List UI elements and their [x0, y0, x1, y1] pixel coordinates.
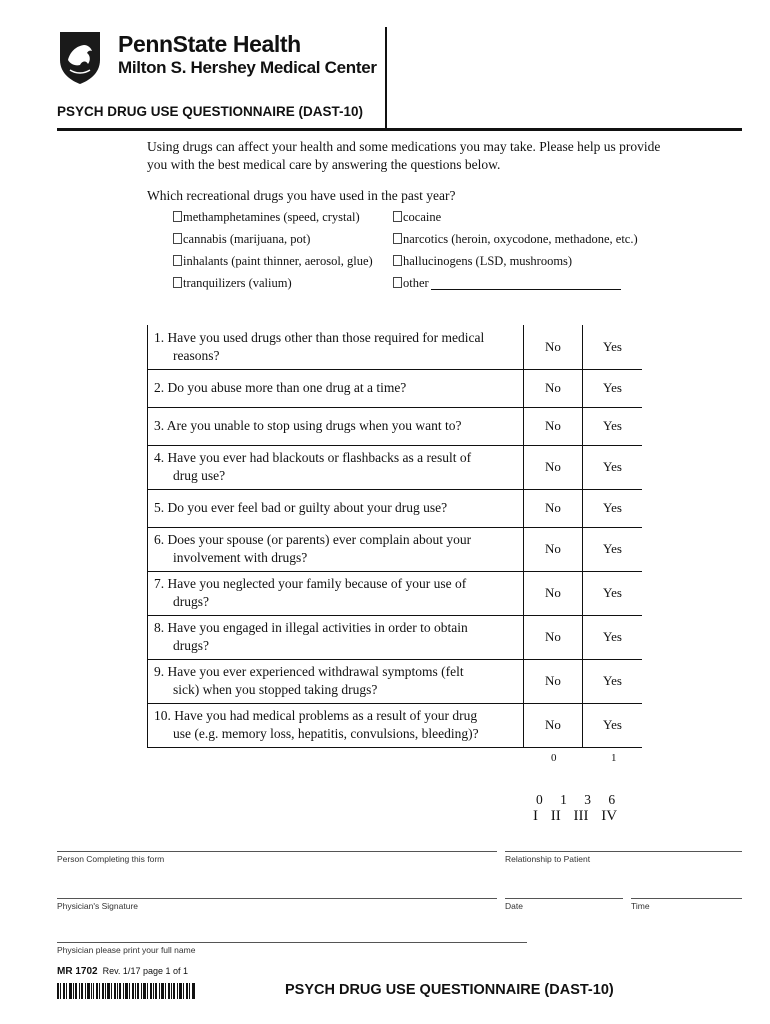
question-row: 2. Do you abuse more than one drug at a time? No Yes	[148, 369, 643, 407]
drug-option-cocaine[interactable]: cocaine	[393, 210, 441, 225]
brand-subtitle: Milton S. Hershey Medical Center	[118, 58, 377, 77]
question-row: 9. Have you ever experienced withdrawal symptoms (felt sick) when you stopped taking drugs? No Yes	[148, 659, 643, 703]
relationship-label: Relationship to Patient	[505, 854, 591, 864]
answer-yes[interactable]: Yes	[583, 445, 643, 489]
answer-no[interactable]: No	[524, 325, 583, 369]
answer-no[interactable]: No	[524, 445, 583, 489]
physician-signature-label: Physician's Signature	[57, 901, 138, 911]
header-divider-vertical	[385, 27, 387, 131]
answer-yes[interactable]: Yes	[583, 489, 643, 527]
checkbox[interactable]	[173, 211, 182, 222]
time-line[interactable]	[631, 898, 742, 899]
checkbox[interactable]	[173, 277, 182, 288]
question-row: 6. Does your spouse (or parents) ever complain about your involvement with drugs? No Yes	[148, 527, 643, 571]
answer-no[interactable]: No	[524, 703, 583, 747]
answer-no[interactable]: No	[524, 571, 583, 615]
form-number: MR 1702 Rev. 1/17 page 1 of 1	[57, 966, 188, 977]
question-row: 5. Do you ever feel bad or guilty about your drug use? No Yes	[148, 489, 643, 527]
answer-yes[interactable]: Yes	[583, 325, 643, 369]
checkbox[interactable]	[393, 277, 402, 288]
brand-name: PennState Health	[118, 31, 301, 57]
time-label: Time	[631, 901, 650, 911]
score-yes-value: 1	[611, 752, 617, 764]
answer-no[interactable]: No	[524, 407, 583, 445]
form-title: PSYCH DRUG USE QUESTIONNAIRE (DAST-10)	[57, 104, 364, 119]
drug-option-tranquilizers[interactable]: tranquilizers (valium)	[173, 276, 292, 291]
person-completing-label: Person Completing this form	[57, 854, 165, 864]
severity-levels: I II III IV	[533, 808, 618, 824]
checkbox[interactable]	[393, 211, 402, 222]
relationship-line[interactable]	[505, 851, 742, 852]
answer-no[interactable]: No	[524, 615, 583, 659]
question-row: 3. Are you unable to stop using drugs when you want to? No Yes	[148, 407, 643, 445]
date-line[interactable]	[505, 898, 623, 899]
answer-yes[interactable]: Yes	[583, 615, 643, 659]
question-row: 4. Have you ever had blackouts or flashbacks as a result of drug use? No Yes	[148, 445, 643, 489]
answer-no[interactable]: No	[524, 527, 583, 571]
answer-yes[interactable]: Yes	[583, 571, 643, 615]
drug-question: Which recreational drugs you have used in the past year?	[147, 188, 456, 203]
questions-table	[147, 325, 642, 748]
answer-no[interactable]: No	[524, 659, 583, 703]
answer-yes[interactable]: Yes	[583, 527, 643, 571]
pennstate-logo-shield	[58, 30, 102, 86]
drug-option-narcotics[interactable]: narcotics (heroin, oxycodone, methadone, etc.)	[393, 232, 638, 247]
answer-yes[interactable]: Yes	[583, 369, 643, 407]
score-no-value: 0	[551, 752, 557, 764]
severity-scores: 0 1 3 6	[536, 792, 616, 807]
answer-no[interactable]: No	[524, 369, 583, 407]
drug-option-inhalants[interactable]: inhalants (paint thinner, aerosol, glue)	[173, 254, 373, 269]
footer-title: PSYCH DRUG USE QUESTIONNAIRE (DAST-10)	[285, 982, 614, 998]
answer-yes[interactable]: Yes	[583, 659, 643, 703]
drug-option-methamphetamines[interactable]: methamphetamines (speed, crystal)	[173, 210, 360, 225]
header-divider-horizontal	[57, 128, 742, 131]
date-label: Date	[505, 901, 523, 911]
answer-no[interactable]: No	[524, 489, 583, 527]
question-row: 1. Have you used drugs other than those required for medical reasons? No Yes	[148, 325, 643, 369]
drug-option-other[interactable]: other	[393, 276, 621, 291]
question-row: 10. Have you had medical problems as a result of your drug use (e.g. memory loss, hepatitis, convulsions, bleeding)? No Yes	[148, 703, 643, 747]
drug-option-hallucinogens[interactable]: hallucinogens (LSD, mushrooms)	[393, 254, 572, 269]
physician-print-label: Physician please print your full name	[57, 945, 196, 955]
drug-option-cannabis[interactable]: cannabis (marijuana, pot)	[173, 232, 310, 247]
question-row: 7. Have you neglected your family because of your use of drugs? No Yes	[148, 571, 643, 615]
checkbox[interactable]	[173, 255, 182, 266]
physician-print-line[interactable]	[57, 942, 527, 943]
answer-yes[interactable]: Yes	[583, 407, 643, 445]
person-completing-line[interactable]	[57, 851, 497, 852]
intro-text: Using drugs can affect your health and some medications you may take. Please help us provide you with the best medical care by answering the questions below.	[147, 139, 661, 172]
checkbox[interactable]	[173, 233, 182, 244]
physician-signature-line[interactable]	[57, 898, 497, 899]
barcode	[57, 983, 195, 999]
answer-yes[interactable]: Yes	[583, 703, 643, 747]
checkbox[interactable]	[393, 233, 402, 244]
other-drug-input-line[interactable]	[431, 289, 621, 290]
question-row: 8. Have you engaged in illegal activities in order to obtain drugs? No Yes	[148, 615, 643, 659]
checkbox[interactable]	[393, 255, 402, 266]
